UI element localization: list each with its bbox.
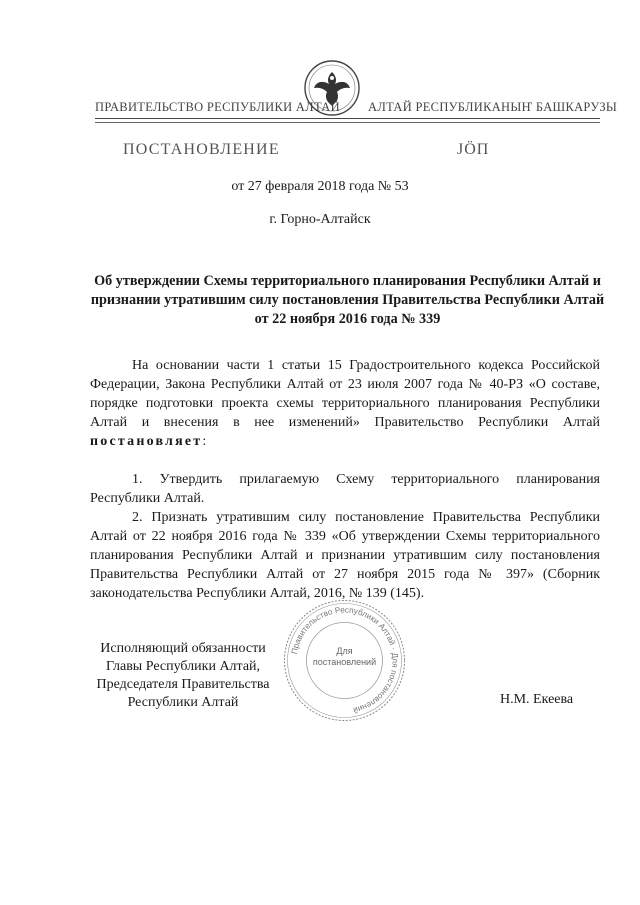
signer-name: Н.М. Екеева [500,692,574,707]
preamble-paragraph [90,356,600,451]
preamble-text: На основании части 1 статьи 15 Градостроительного кодекса Российской Федерации, Закона Республики Алтай от 23 июля 2007 года № 40-РЗ «О составе, порядке подготовки проекта схемы территориального планирования Республики Алтай и внесения в нее изменений» Правительство Республики Алтай [90,358,600,430]
item-2-paragraph: 2. Признать утратившим силу постановление Правительства Республики Алтай от 22 ноября 2016 года № 339 «Об утверждении Схемы территориального планирования Республики Алтай и признании утратившим силу постановления Правительства Республики Алтай от 27 ноября 2015 года № 397» (Сборник законодательства Республики Алтай, 2016, № 139 (145). [90,510,600,601]
item-1-paragraph: 1. Утвердить прилагаемую Схему территориального планирования Республики Алтай. [90,472,600,506]
header-org-altai: АЛТАЙ РЕСПУБЛИКАНЫҤ БАШКАРУЗЫ [368,100,618,114]
stamp-center-text [282,646,407,668]
signer-line-2: Главы Республики Алтай, [105,659,261,674]
header-rule-thick [95,118,600,119]
doc-type-altai: JÖП [457,141,490,158]
stamp-center-line-2: постановлений [312,657,377,667]
decree-colon: : [202,434,207,449]
stamp-ring-text: Правительство Республики Алтай · Для постановлений [289,605,400,715]
decree-word: постановляет [90,434,203,449]
doc-type-russian: ПОСТАНОВЛЕНИЕ [123,141,280,158]
signer-line-4: Республики Алтай [127,695,239,710]
document-body [90,356,600,622]
signer-position [88,640,278,712]
signer-line-1: Исполняющий обязанности [100,641,266,656]
header-org-russian: ПРАВИТЕЛЬСТВО РЕСПУБЛИКИ АЛТАЙ [95,100,340,114]
official-stamp [282,598,407,723]
date-number-line: от 27 февраля 2018 года № 53 [231,179,409,194]
document-title: Об утверждении Схемы территориального планирования Республики Алтай и признании утратившим силу постановления Правительства Республики Алтай от 22 ноября 2016 года № 339 [90,273,605,327]
header-rule-thin [95,122,600,123]
stamp-center-line-1: Для [336,646,353,656]
signer-line-3: Председателя Правительства [96,677,270,692]
city-line: г. Горно-Алтайск [269,212,371,227]
